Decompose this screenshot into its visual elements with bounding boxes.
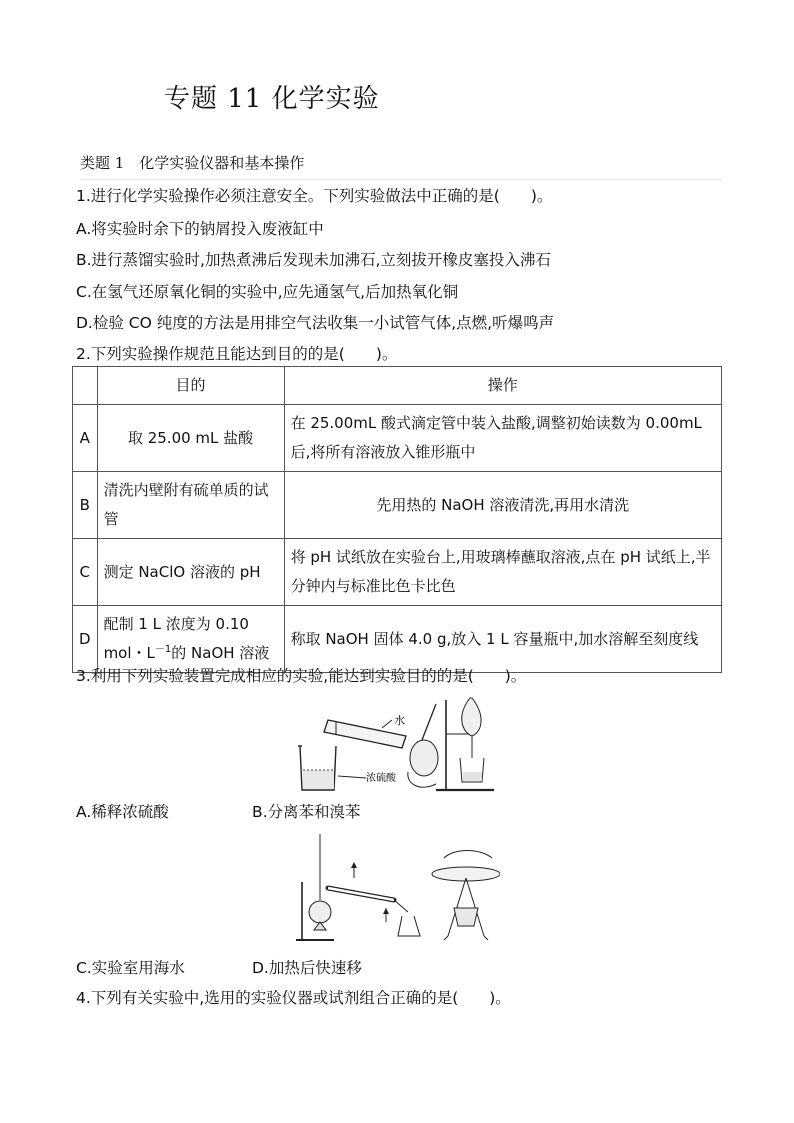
q4-stem: 4.下列有关实验中,选用的实验仪器或试剂组合正确的是( )。 xyxy=(76,989,511,1007)
q1-option-a: A.将实验时余下的钠屑投入废液缸中 xyxy=(76,220,324,238)
table-header-purpose: 目的 xyxy=(97,367,284,405)
q1-option-c: C.在氢气还原氧化铜的实验中,应先通氢气,后加热氧化铜 xyxy=(76,283,459,301)
q3-option-a: A.稀释浓硫酸 xyxy=(76,803,169,821)
q3-option-b: B.分离苯和溴苯 xyxy=(252,803,361,821)
q3-stem: 3.利用下列实验装置完成相应的实验,能达到实验目的的是( )。 xyxy=(76,667,527,685)
row-purpose: 取 25.00 mL 盐酸 xyxy=(97,405,284,472)
flask-shaking-icon xyxy=(408,704,438,787)
apparatus-figure-cd xyxy=(294,830,500,944)
row-label: A xyxy=(73,405,98,472)
separatory-funnel-icon xyxy=(436,698,494,790)
evaporating-dish-icon xyxy=(432,851,500,941)
row-label: B xyxy=(73,472,98,539)
q3-option-c: C.实验室用海水 xyxy=(76,959,185,977)
table-row xyxy=(73,539,722,606)
table-header-operation: 操作 xyxy=(284,367,721,405)
q1-stem: 1.进行化学实验操作必须注意安全。下列实验做法中正确的是( )。 xyxy=(76,187,553,205)
table-row xyxy=(73,472,722,539)
row-operation: 将 pH 试纸放在实验台上,用玻璃棒蘸取溶液,点在 pH 试纸上,半分钟内与标准比色卡比色 xyxy=(284,539,721,606)
row-operation: 称取 NaOH 固体 4.0 g,放入 1 L 容量瓶中,加水溶解至刻度线 xyxy=(284,606,721,673)
distillation-icon xyxy=(296,834,420,940)
purpose-superscript: －1 xyxy=(154,644,172,655)
apparatus-figure-ab xyxy=(296,692,500,796)
q1-option-b: B.进行蒸馏实验时,加热煮沸后发现未加沸石,立刻拔开橡皮塞投入沸石 xyxy=(76,251,551,269)
purpose-part-2: mol・L xyxy=(103,644,155,662)
table-row xyxy=(73,405,722,472)
page-title: 专题 11 化学实验 xyxy=(164,84,380,114)
table-header-blank xyxy=(73,367,98,405)
row-label: C xyxy=(73,539,98,606)
purpose-part-1: 配制 1 L 浓度为 0.10 xyxy=(103,615,249,633)
row-purpose xyxy=(97,606,284,673)
purpose-part-3: 的 NaOH 溶液 xyxy=(171,644,270,662)
row-label: D xyxy=(73,606,98,673)
row-operation: 在 25.00mL 酸式滴定管中装入盐酸,调整初始读数为 0.00mL 后,将所有溶液放入锥形瓶中 xyxy=(284,405,721,472)
row-purpose: 清洗内壁附有硫单质的试管 xyxy=(97,472,284,539)
water-label: 水 xyxy=(394,714,405,727)
q1-option-d: D.检验 CO 纯度的方法是用排空气法收集一小试管气体,点燃,听爆鸣声 xyxy=(76,314,555,332)
row-operation: 先用热的 NaOH 溶液清洗,再用水清洗 xyxy=(284,472,721,539)
acid-label: 浓硫酸 xyxy=(366,773,396,784)
q2-stem: 2.下列实验操作规范且能达到目的的是( )。 xyxy=(76,345,398,363)
beaker-a-icon xyxy=(298,746,336,790)
q2-table xyxy=(72,366,722,673)
section-heading: 类题 1 化学实验仪器和基本操作 xyxy=(80,152,722,180)
table-row xyxy=(73,606,722,673)
q3-option-d: D.加热后快速移 xyxy=(252,959,362,977)
table-header-row xyxy=(73,367,722,405)
row-purpose: 测定 NaClO 溶液的 pH xyxy=(97,539,284,606)
